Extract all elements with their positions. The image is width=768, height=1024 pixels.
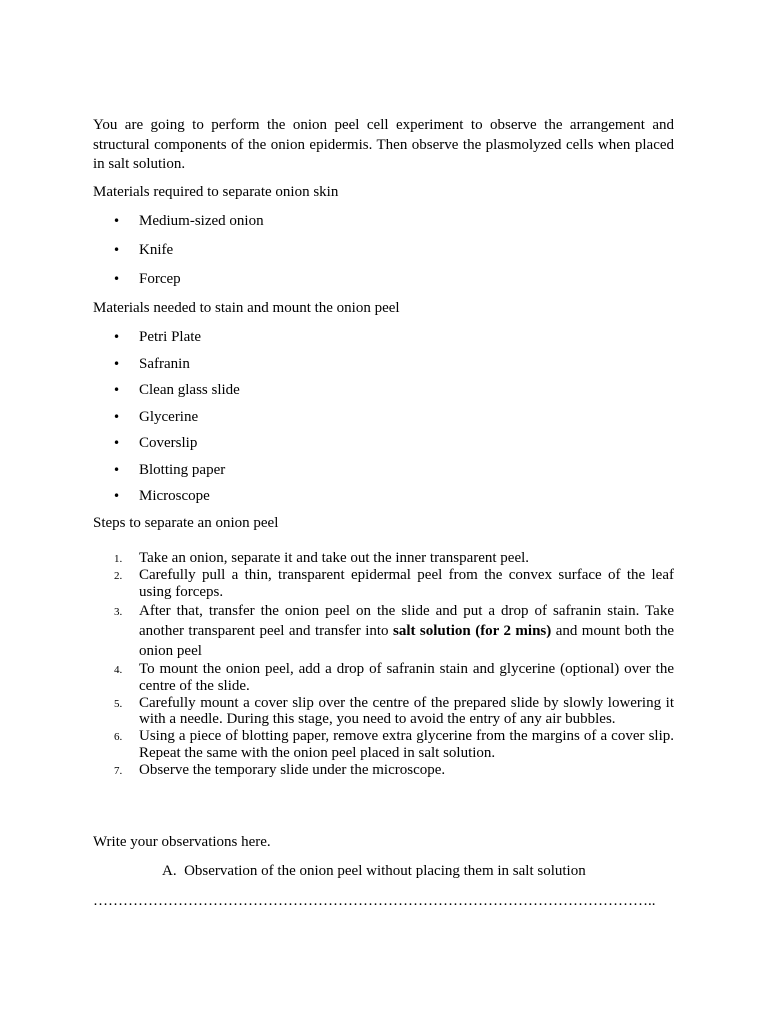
materials-onion-heading: Materials required to separate onion skin — [93, 184, 339, 200]
step-number: 1. — [114, 553, 123, 565]
observations-title: Write your observations here. — [93, 834, 271, 850]
steps-heading: Steps to separate an onion peel — [93, 515, 279, 531]
intro-text-end: placed in salt solution. — [93, 136, 675, 172]
steps-list — [93, 550, 674, 779]
intro-text: You are going to perform the onion peel cell experiment to observe the arrangement and structural components of the onion epidermis. Then observe the plasmolyzed cells when — [93, 117, 674, 153]
materials-stain-list — [93, 328, 240, 506]
step-text: Carefully pull a thin, transparent epidermal peel from the convex surface of the leaf using forceps. — [139, 567, 674, 600]
observation-a — [162, 863, 586, 880]
list-item: • Clean glass slide — [93, 381, 240, 400]
step-number: 2. — [114, 570, 123, 582]
step-item — [93, 550, 674, 567]
list-item: • Petri Plate — [93, 328, 240, 347]
step-item — [93, 661, 674, 694]
step-text: Carefully mount a cover slip over the centre of the prepared slide by slowly lowering it with a needle. During this stage, you need to avoid the entry of any air bubbles. — [139, 694, 674, 727]
step-text: After that, transfer the onion peel on the slide and put a drop of safranin stain. Take another transparent peel and transfer into salt solution (for 2 mins) and mount both the onion peel — [139, 602, 674, 659]
step-text: Take an onion, separate it and take out the inner transparent peel. — [139, 550, 530, 566]
step-text: Observe the temporary slide under the microscope. — [139, 761, 446, 778]
step-item — [93, 728, 674, 761]
list-item: • Microscope — [93, 487, 240, 506]
step-item — [93, 567, 674, 600]
step-number: 5. — [114, 697, 123, 710]
step-item — [93, 762, 674, 779]
step-number: 7. — [114, 764, 123, 777]
list-item: • Coverslip — [93, 434, 240, 453]
step-number: 3. — [114, 605, 123, 618]
step-number: 4. — [114, 664, 123, 676]
list-item: • Knife — [93, 241, 264, 260]
list-item: • Safranin — [93, 355, 240, 374]
list-item: • Forcep — [93, 270, 264, 289]
list-item: • Blotting paper — [93, 461, 240, 480]
materials-onion-list — [93, 212, 264, 289]
list-item: • Glycerine — [93, 408, 240, 427]
step-item — [93, 601, 674, 661]
step-number: 6. — [114, 731, 123, 743]
observation-a-label: A. — [162, 863, 177, 879]
materials-stain-heading: Materials needed to stain and mount the onion peel — [93, 300, 400, 316]
list-item: • Medium-sized onion — [93, 212, 264, 231]
answer-dotted-line[interactable]: ………………………………………………………………………………………………….. — [93, 893, 656, 909]
emphasis-text: salt solution (for 2 mins) — [392, 622, 552, 639]
step-text: To mount the onion peel, add a drop of safranin stain and glycerine (optional) over the centre of the slide. — [139, 661, 674, 694]
intro-paragraph — [93, 116, 674, 175]
step-text: Using a piece of blotting paper, remove extra glycerine from the margins of a cover slip. Repeat the same with the onion peel placed in salt solution. — [139, 728, 674, 761]
step-item — [93, 695, 674, 728]
observation-a-text: Observation of the onion peel without placing them in salt solution — [184, 863, 586, 879]
